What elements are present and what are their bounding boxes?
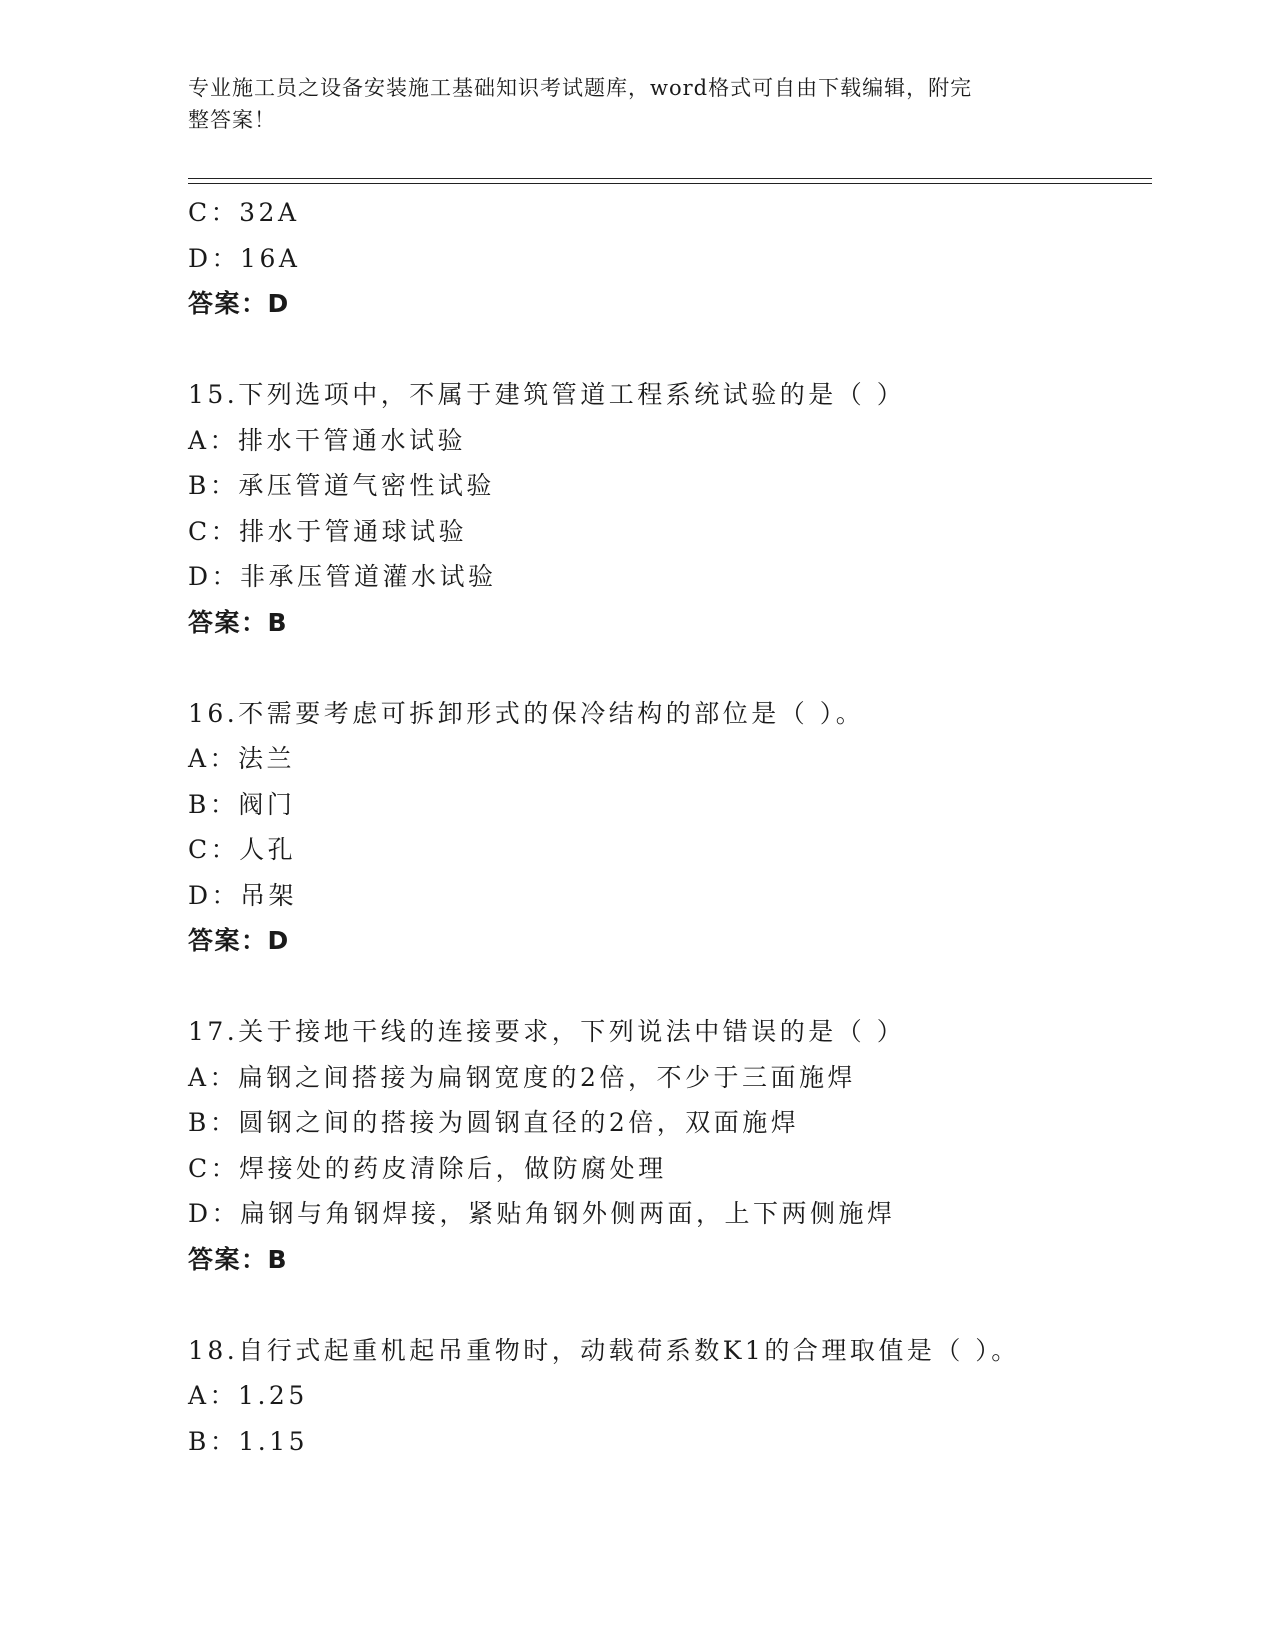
question-18 bbox=[188, 1328, 1168, 1465]
option-c: C：人孔 bbox=[188, 835, 297, 864]
option-c: C：32A bbox=[188, 198, 300, 227]
spacer bbox=[188, 964, 1168, 1010]
option-b: B：圆钢之间的搭接为圆钢直径的2倍，双面施焊 bbox=[188, 1108, 800, 1137]
option-a: A：扁钢之间搭接为扁钢宽度的2倍，不少于三面施焊 bbox=[188, 1062, 856, 1092]
header-title-line-2: 整答案！ bbox=[188, 108, 276, 132]
option-b: B：阀门 bbox=[188, 789, 296, 819]
header-divider-bottom bbox=[188, 183, 1152, 184]
question-14-continued bbox=[188, 190, 1168, 327]
option-d: D：非承压管道灌水试验 bbox=[188, 562, 497, 591]
option-b: B：承压管道气密性试验 bbox=[188, 471, 495, 500]
option-d: D：16A bbox=[188, 243, 301, 273]
header-title-line-1: 专业施工员之设备安装施工基础知识考试题库，word格式可自由下载编辑，附完 bbox=[188, 76, 973, 100]
option-d: D：扁钢与角钢焊接，紧贴角钢外侧两面，上下两侧施焊 bbox=[188, 1199, 896, 1228]
option-a: A：法兰 bbox=[188, 744, 296, 773]
option-b: B：1.15 bbox=[188, 1426, 309, 1456]
question-stem: 18.自行式起重机起吊重物时，动载荷系数K1的合理取值是（ ）。 bbox=[188, 1335, 1020, 1365]
option-c: C：焊接处的药皮清除后，做防腐处理 bbox=[188, 1153, 667, 1183]
option-a: A：排水干管通水试验 bbox=[188, 425, 467, 455]
answer-line: 答案：B bbox=[188, 607, 289, 637]
question-17 bbox=[188, 1009, 1168, 1282]
question-stem: 17.关于接地干线的连接要求，下列说法中错误的是（ ） bbox=[188, 1017, 906, 1046]
spacer bbox=[188, 1282, 1168, 1328]
option-a: A：1.25 bbox=[188, 1381, 308, 1410]
spacer bbox=[188, 327, 1168, 373]
question-16 bbox=[188, 691, 1168, 964]
question-stem: 16.不需要考虑可拆卸形式的保冷结构的部位是（ ）。 bbox=[188, 698, 865, 728]
option-c: C：排水于管通球试验 bbox=[188, 516, 468, 546]
option-d: D：吊架 bbox=[188, 880, 298, 910]
header-divider-top bbox=[188, 178, 1152, 179]
question-15 bbox=[188, 372, 1168, 645]
answer-line: 答案：B bbox=[188, 1244, 289, 1274]
spacer bbox=[188, 645, 1168, 691]
question-list bbox=[188, 190, 1168, 1464]
answer-line: 答案：D bbox=[188, 926, 290, 955]
answer-line: 答案：D bbox=[188, 289, 290, 318]
document-header bbox=[188, 72, 1068, 136]
question-stem: 15.下列选项中，不属于建筑管道工程系统试验的是（ ） bbox=[188, 380, 906, 409]
